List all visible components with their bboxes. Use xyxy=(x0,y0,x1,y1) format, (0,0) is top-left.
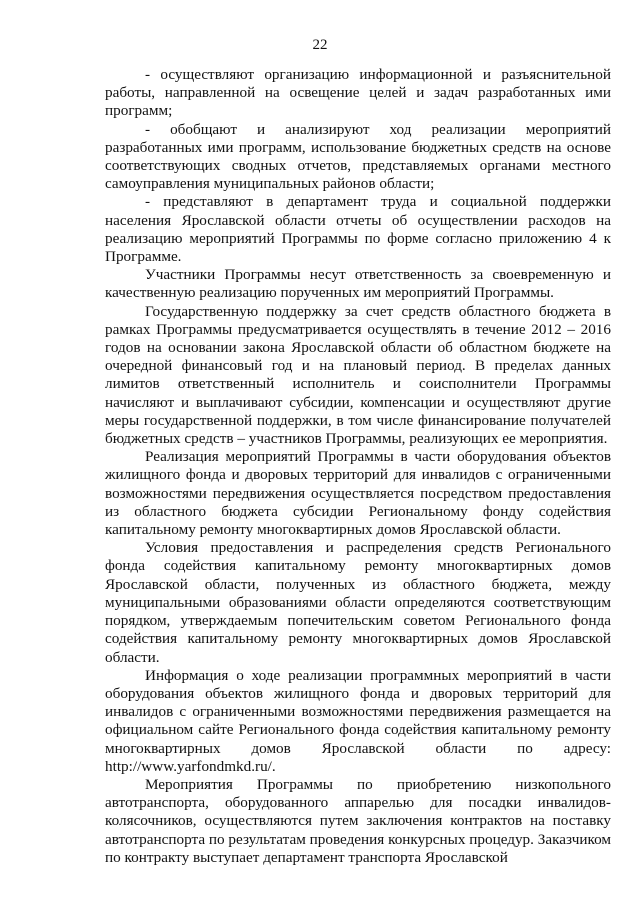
paragraph-fund-distribution: Условия предоставления и распределения средств Регионального фонда содействия капитальному ремонту многоквартирных домов Ярославской области, полученных из областного бюджета, между муниципальными образованиями области определяются соответствующим порядком, утверждаемым попечительским советом Регионального фонда содействия капитальному ремонту многоквартирных домов Ярославской области. xyxy=(105,539,611,666)
paragraph-participants-responsibility: Участники Программы несут ответственность за своевременную и качественную реализацию порученных им мероприятий Программы. xyxy=(105,266,611,302)
document-body xyxy=(105,66,611,867)
paragraph-bullet-organize-info: - осуществляют организацию информационной и разъяснительной работы, направленной на освещение целей и задач разработанных ими программ; xyxy=(105,66,611,120)
page-number: 22 xyxy=(312,37,328,53)
paragraph-housing-equipment: Реализация мероприятий Программы в части оборудования объектов жилищного фонда и дворовых территорий для инвалидов с ограниченными возможностями передвижения осуществляется посредством предоставления из областного бюджета субсидии Региональному фонду содействия капитальному ремонту многоквартирных домов Ярославской области. xyxy=(105,448,611,539)
paragraph-state-support: Государственную поддержку за счет средств областного бюджета в рамках Программы предусматривается осуществлять в течение 2012 – 2016 годов на основании закона Ярославской области об областном бюджете на очередной финансовый год и на плановый период. В пределах данных лимитов ответственный исполнитель и соисполнители Программы начисляют и выплачивают субсидии, компенсации и осуществляют другие меры государственной поддержки, в том числе финансирование получателей бюджетных средств – участников Программы, реализующих ее мероприятия. xyxy=(105,302,611,448)
paragraph-transport-purchase: Мероприятия Программы по приобретению низкопольного автотранспорта, оборудованного аппарелью для посадки инвалидов-колясочников, осуществляются путем заключения контрактов на поставку автотранспорта по результатам проведения конкурсных процедур. Заказчиком по контракту выступает департамент транспорта Ярославской xyxy=(105,775,611,866)
paragraph-bullet-analyze-progress: - обобщают и анализируют ход реализации мероприятий разработанных ими программ, использование бюджетных средств на основе соответствующих сводных отчетов, представляемых органами местного самоуправления муниципальных районов области; xyxy=(105,120,611,193)
paragraph-progress-information: Информация о ходе реализации программных мероприятий в части оборудования объектов жилищного фонда и дворовых территорий для инвалидов с ограниченными возможностями передвижения размещается на официальном сайте Регионального фонда содействия капитальному ремонту многоквартирных домов Ярославской области по адресу: http://www.yarfondmkd.ru/. xyxy=(105,666,611,775)
paragraph-bullet-submit-reports: - представляют в департамент труда и социальной поддержки населения Ярославской области отчеты об осуществлении расходов на реализацию мероприятий Программы по форме согласно приложению 4 к Программе. xyxy=(105,193,611,266)
